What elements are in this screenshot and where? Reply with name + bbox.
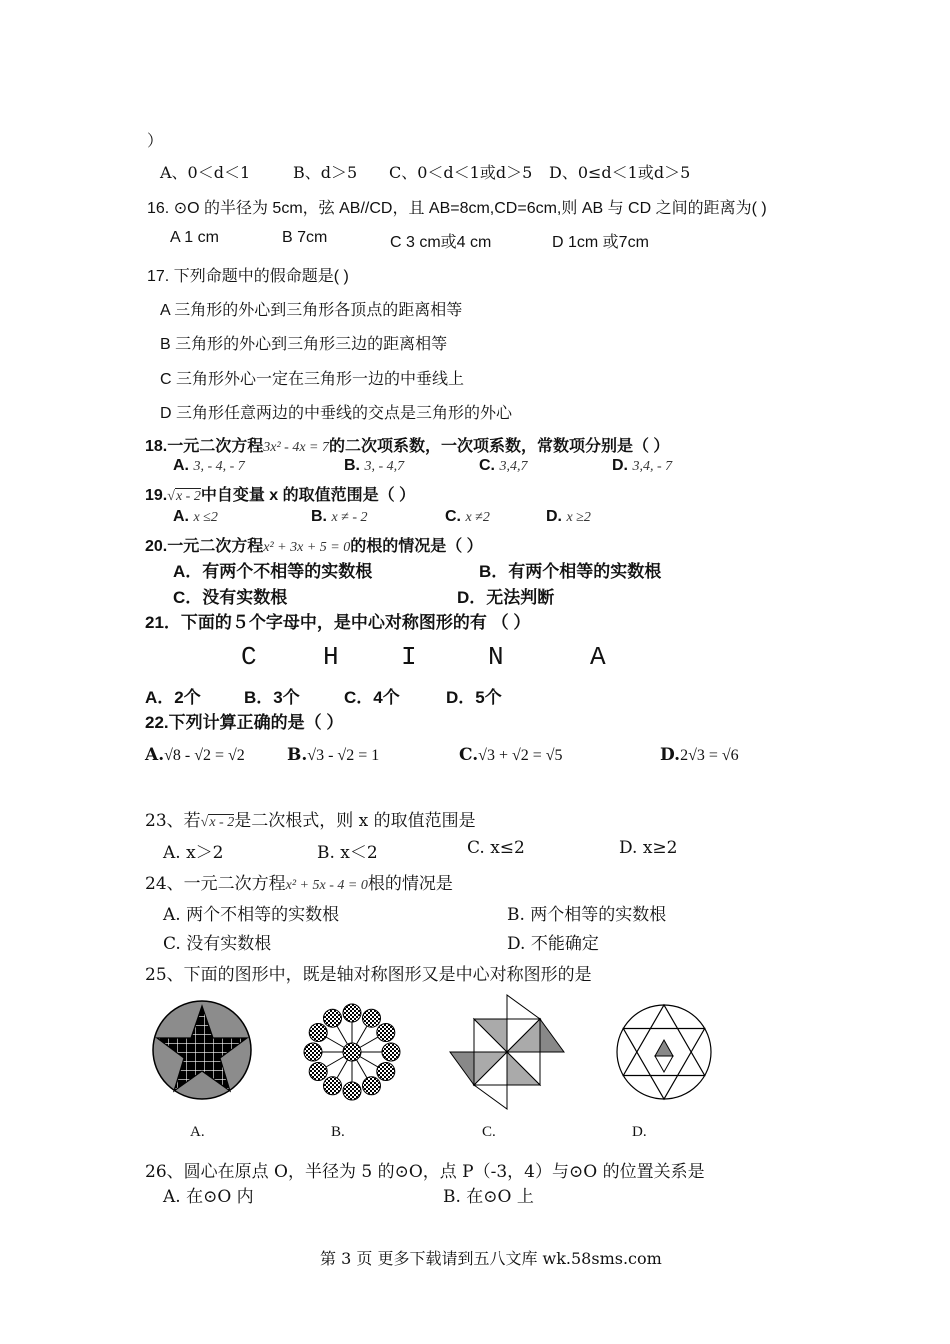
figure-d-triangle-in-circle <box>612 1000 716 1104</box>
q24-option-c: C. 没有实数根 <box>163 934 272 954</box>
q19-option-d: D. x ≥2 <box>546 508 591 525</box>
figure-d-label: D. <box>632 1124 647 1140</box>
q17-stem: 17. 下列命题中的假命题是( ) <box>147 268 349 285</box>
q22-option-d: D.2√3 = √6 <box>660 745 739 765</box>
q26-option-a: A. 在⊙O 内 <box>163 1187 254 1207</box>
q21-letter-i: I <box>401 642 417 672</box>
page-footer: 第 3 页 更多下载请到五八文库 wk.58sms.com <box>320 1249 662 1268</box>
q20-option-b: B．有两个相等的实数根 <box>479 562 662 581</box>
q26-option-b: B. 在⊙O 上 <box>443 1187 534 1207</box>
q24-option-d: D. 不能确定 <box>507 934 599 954</box>
q19-stem: 19.√x - 2中自变量 x 的取值范围是（ ） <box>145 487 416 504</box>
figure-a-star-in-circle <box>150 998 254 1102</box>
q23-option-c: C. x≤2 <box>467 838 525 858</box>
q15-tail: ） <box>147 131 164 150</box>
q23-radicand: x - 2 <box>209 815 235 830</box>
q18-option-d: D. 3,4, - 7 <box>612 457 673 474</box>
q21-letter-h: H <box>323 642 339 672</box>
q21-letter-a: A <box>590 642 606 672</box>
q21-option-d: D．5个 <box>446 688 502 707</box>
q16-option-b: B 7cm <box>282 229 328 246</box>
q17-option-d: D 三角形任意两边的中垂线的交点是三角形的外心 <box>160 405 513 422</box>
q17-option-c: C 三角形外心一定在三角形一边的中垂线上 <box>160 371 465 388</box>
q20-equation: x² + 3x + 5 = 0 <box>263 540 351 555</box>
q21-letter-n: N <box>488 642 504 672</box>
q16-stem: 16. ⊙O 的半径为 5cm，弦 AB//CD，且 AB=8cm,CD=6cm,则 AB 与 CD 之间的距离为( ) <box>147 200 767 217</box>
figure-a-label: A. <box>190 1124 205 1140</box>
q18-prefix: 18.一元二次方程 <box>145 438 264 455</box>
figure-c-label: C. <box>482 1124 496 1140</box>
figure-b-label: B. <box>331 1124 345 1140</box>
q16-option-d: D 1cm 或7cm <box>552 234 649 251</box>
q24-equation: x² + 5x - 4 = 0 <box>285 878 368 893</box>
q23-option-d: D. x≥2 <box>619 838 678 858</box>
q18-equation: 3x² - 4x = 7 <box>263 440 329 455</box>
q21-letter-c: C <box>241 642 257 672</box>
q20-option-d: D．无法判断 <box>457 588 555 607</box>
q20-option-a: A．有两个不相等的实数根 <box>173 562 373 581</box>
q20-stem: 20.一元二次方程x² + 3x + 5 = 0的根的情况是（ ） <box>145 538 483 555</box>
q22-option-b: B.√3 - √2 = 1 <box>287 745 380 765</box>
q18-option-b: B. 3, - 4,7 <box>344 457 405 474</box>
figure-c-pinwheel <box>448 993 566 1111</box>
q21-option-c: C．4个 <box>344 688 400 707</box>
q18-option-a: A. 3, - 4, - 7 <box>173 457 245 474</box>
q26-stem: 26、圆心在原点 O，半径为 5 的⊙O，点 P（-3，4）与⊙O 的位置关系是 <box>145 1162 705 1182</box>
q19-option-a: A. x ≤2 <box>173 508 218 525</box>
q22-option-c: C.√3 + √2 = √5 <box>459 745 563 765</box>
q19-radicand: x - 2 <box>175 489 201 504</box>
q17-option-a: A 三角形的外心到三角形各顶点的距离相等 <box>160 302 463 319</box>
q15-option-d: D、0≤d＜1或d＞5 <box>549 163 691 182</box>
q20-option-c: C．没有实数根 <box>173 588 288 607</box>
q24-option-a: A. 两个不相等的实数根 <box>163 905 340 925</box>
q17-option-b: B 三角形的外心到三角形三边的距离相等 <box>160 336 448 353</box>
q18-stem <box>145 433 669 456</box>
q23-stem: 23、若√x - 2是二次根式，则 x 的取值范围是 <box>145 811 476 831</box>
q15-option-b: B、d＞5 <box>293 163 358 182</box>
q24-stem: 24、一元二次方程x² + 5x - 4 = 0根的情况是 <box>145 874 453 894</box>
figure-b-flower <box>300 1000 404 1104</box>
q23-option-b: B. x＜2 <box>317 843 378 863</box>
q21-stem: 21．下面的５个字母中，是中心对称图形的有 （ ） <box>145 613 531 632</box>
q25-stem: 25、下面的图形中，既是轴对称图形又是中心对称图形的是 <box>145 965 592 985</box>
q21-option-a: A．2个 <box>145 688 201 707</box>
q18-option-c: C. 3,4,7 <box>479 457 528 474</box>
q16-option-c: C 3 cm或4 cm <box>390 234 492 251</box>
q23-option-a: A. x＞2 <box>163 843 224 863</box>
q21-option-b: B．3个 <box>244 688 300 707</box>
q15-option-c: C、0＜d＜1或d＞5 <box>389 163 533 182</box>
q22-stem: 22.下列计算正确的是（ ） <box>145 713 344 732</box>
q19-option-c: C. x ≠2 <box>445 508 490 525</box>
q16-option-a: A 1 cm <box>170 229 219 246</box>
q19-option-b: B. x ≠ - 2 <box>311 508 368 525</box>
q24-option-b: B. 两个相等的实数根 <box>507 905 667 925</box>
q15-option-a: A、0＜d＜1 <box>160 163 251 182</box>
q18-suffix: 的二次项系数，一次项系数，常数项分别是（ ） <box>328 438 670 455</box>
q22-option-a: A.√8 - √2 = √2 <box>145 745 245 765</box>
